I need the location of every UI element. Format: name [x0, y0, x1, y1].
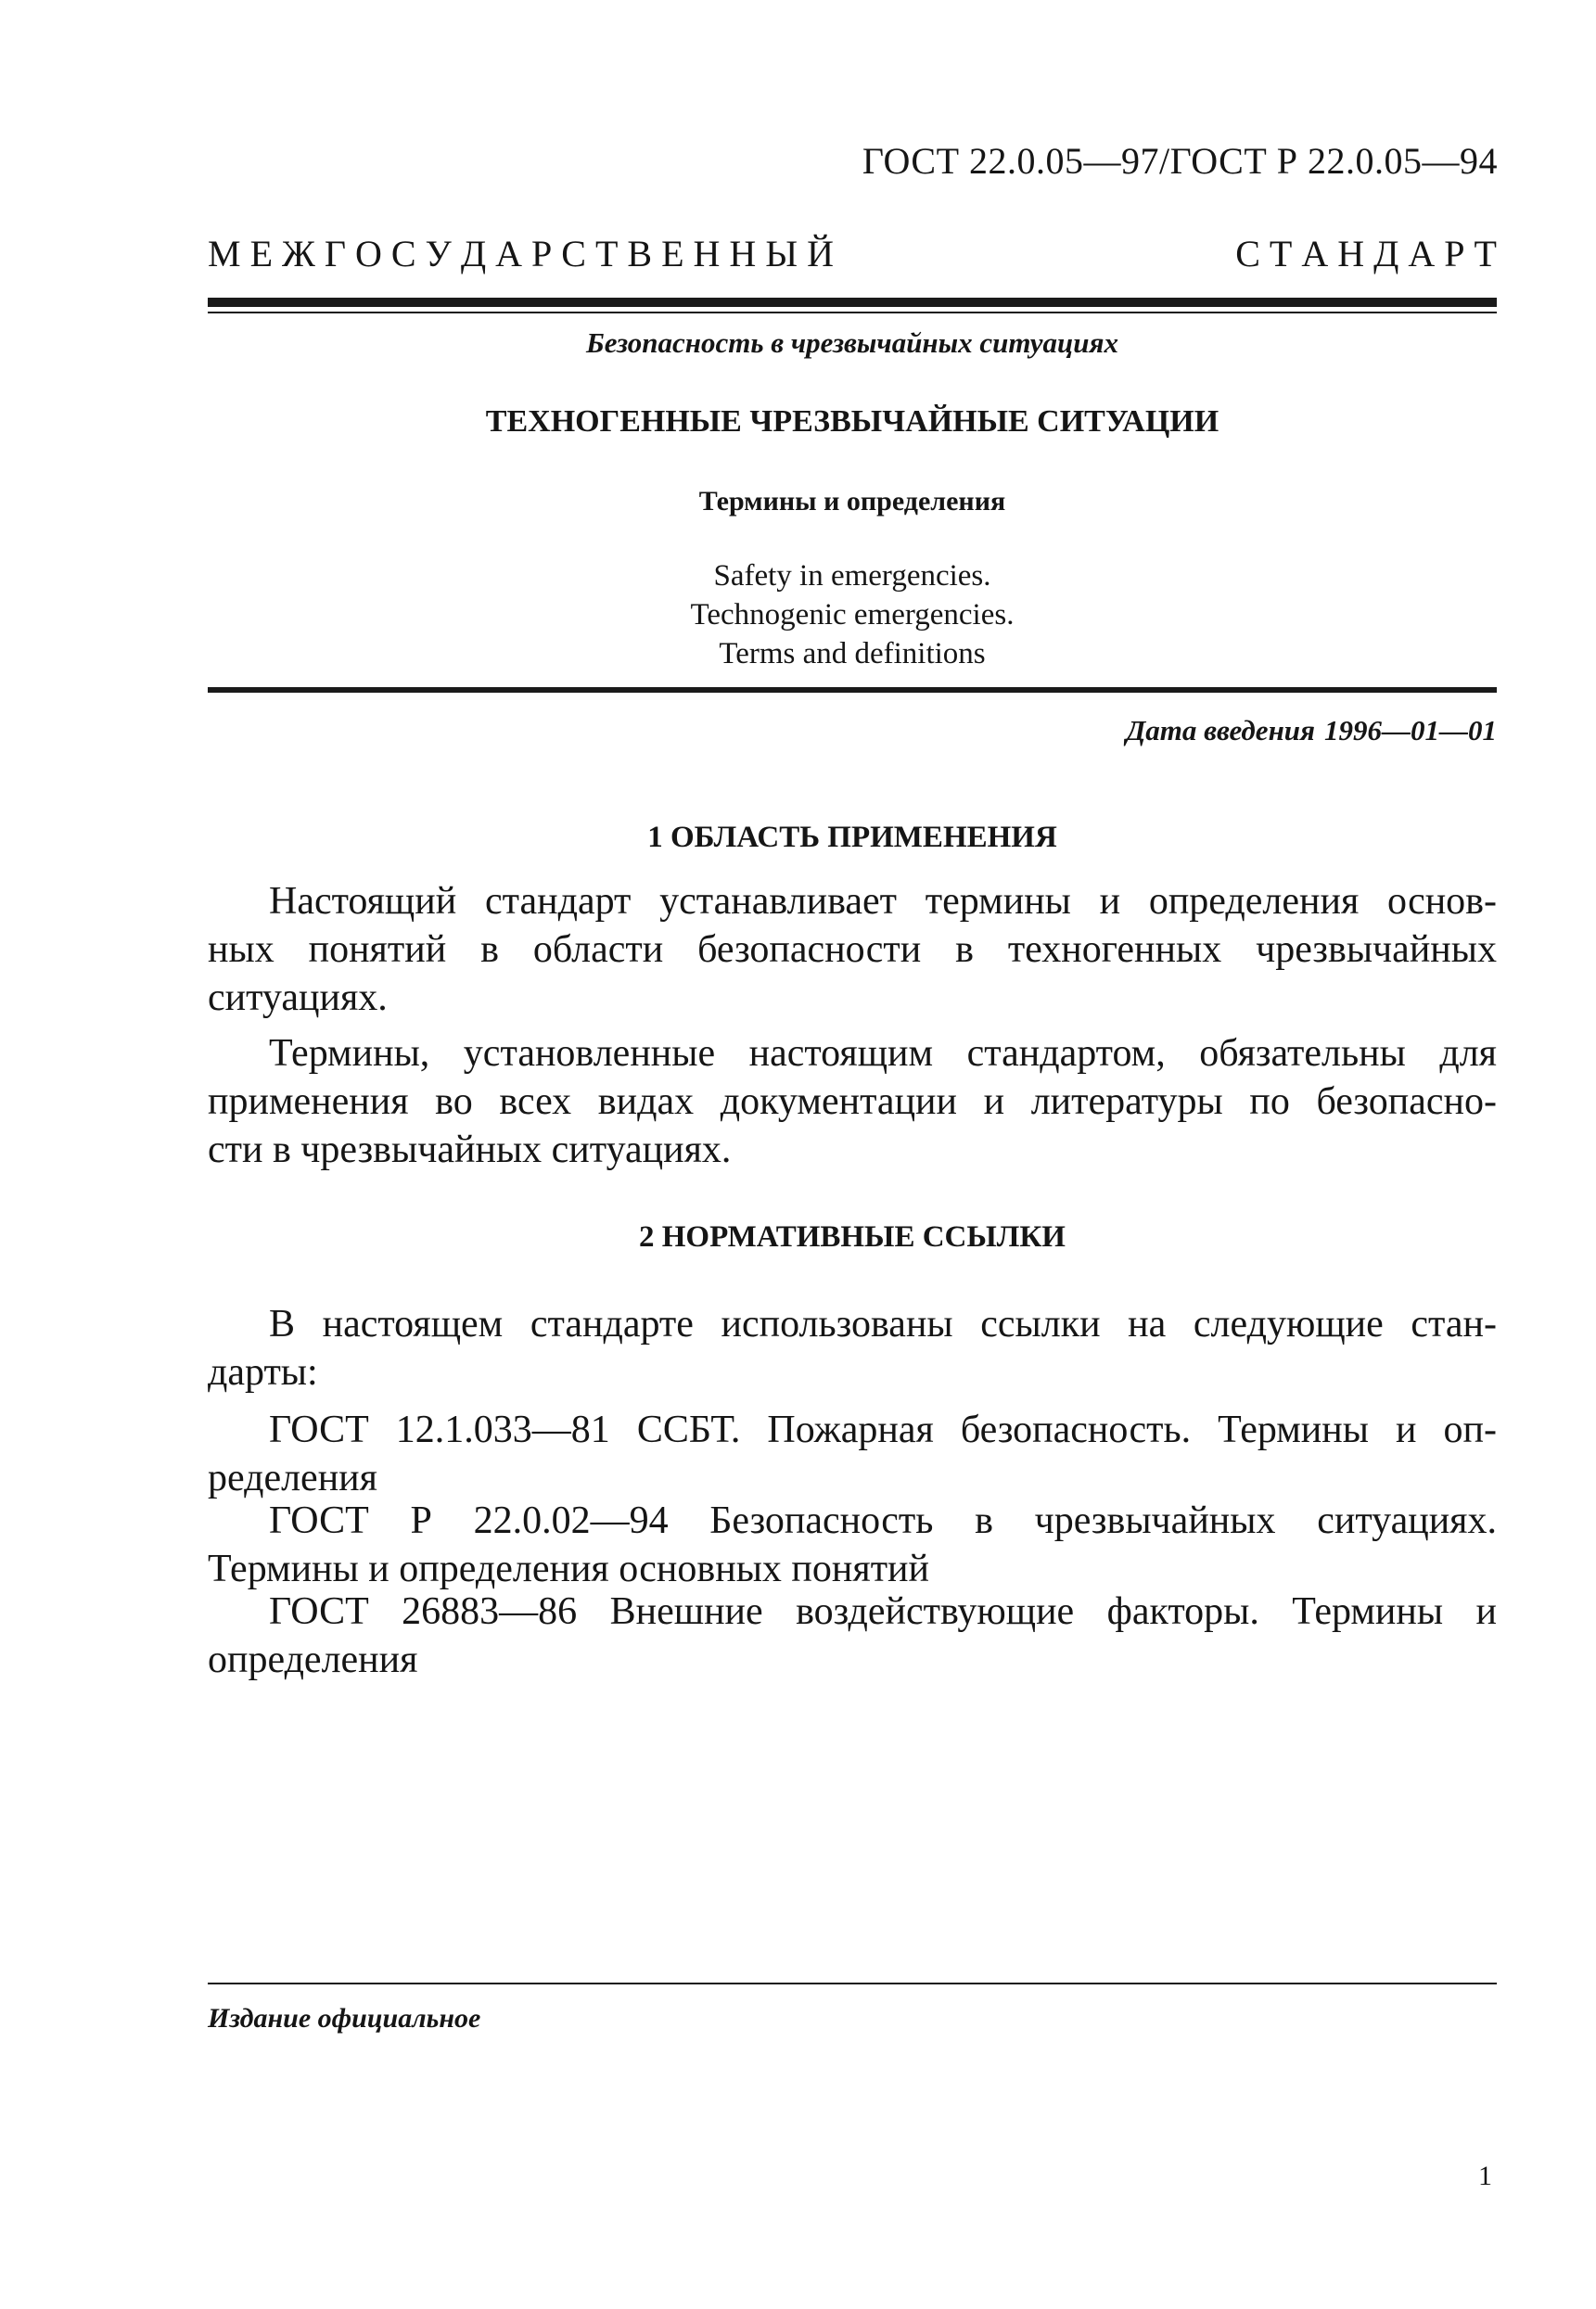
section-heading-scope: 1 ОБЛАСТЬ ПРИМЕНЕНИЯ — [647, 821, 1057, 854]
paragraph — [208, 1300, 1497, 1397]
paragraph-line: Термины, установленные настоящим стандартом, обязательны для — [269, 1032, 1497, 1075]
document-subtitle: Термины и определения — [698, 486, 1006, 517]
standard-type-heading — [208, 232, 1497, 275]
paragraph-line: Термины и определения основных понятий — [208, 1548, 930, 1590]
standard-type-right: С Т А Н Д А Р Т — [1235, 233, 1497, 274]
paragraph-line: ных понятий в области безопасности в техногенных чрезвычайных — [208, 928, 1497, 971]
paragraph-line: ситуациях. — [208, 976, 388, 1019]
reference-item — [208, 1497, 1497, 1593]
standard-type-left: М Е Ж Г О С У Д А Р С Т В Е Н Н Ы Й — [208, 233, 835, 274]
introduction-date-label: Дата введения — [1126, 714, 1315, 746]
top-thick-rule — [208, 298, 1497, 307]
paragraph-line: ГОСТ 26883—86 Внешние воздействующие факторы. Термины и — [269, 1590, 1497, 1633]
paragraph-line: сти в чрезвычайных ситуациях. — [208, 1129, 732, 1171]
english-title-line: Safety in emergencies. — [713, 559, 991, 593]
document-title: ТЕХНОГЕННЫЕ ЧРЕЗВЫЧАЙНЫЕ СИТУАЦИИ — [485, 404, 1219, 439]
paragraph-line: В настоящем стандарте использованы ссылки на следующие стан- — [269, 1303, 1497, 1346]
title-block-rule — [208, 687, 1497, 693]
page-number: 1 — [1478, 2161, 1492, 2191]
english-title-line: Technogenic emergencies. — [690, 598, 1015, 631]
paragraph-line: определения — [208, 1639, 418, 1681]
paragraph-line: ределения — [208, 1457, 377, 1499]
paragraph — [208, 1029, 1497, 1174]
paragraph-line: ГОСТ 12.1.033—81 ССБТ. Пожарная безопасность. Термины и оп- — [269, 1409, 1497, 1451]
paragraph-line: дарты: — [208, 1351, 318, 1394]
footer-rule — [208, 1983, 1497, 1984]
paragraph — [208, 877, 1497, 1022]
introduction-date — [1126, 714, 1497, 747]
series-title: Безопасность в чрезвычайных ситуациях — [586, 326, 1118, 359]
english-title — [208, 556, 1497, 673]
paragraph-line: ГОСТ Р 22.0.02—94 Безопасность в чрезвычайных ситуациях. — [269, 1499, 1497, 1542]
document-code: ГОСТ 22.0.05—97/ГОСТ Р 22.0.05—94 — [862, 140, 1498, 182]
section-heading-normative-references: 2 НОРМАТИВНЫЕ ССЫЛКИ — [639, 1220, 1066, 1254]
reference-item — [208, 1406, 1497, 1502]
reference-item — [208, 1588, 1497, 1684]
paragraph-line: Настоящий стандарт устанавливает термины и определения основ- — [269, 880, 1497, 923]
paragraph-line: применения во всех видах документации и литературы по безопасно- — [208, 1080, 1497, 1123]
introduction-date-value: 1996—01—01 — [1324, 714, 1497, 746]
official-edition-note: Издание официальное — [208, 2003, 481, 2034]
top-thin-rule — [208, 312, 1497, 313]
english-title-line: Terms and definitions — [719, 637, 986, 670]
